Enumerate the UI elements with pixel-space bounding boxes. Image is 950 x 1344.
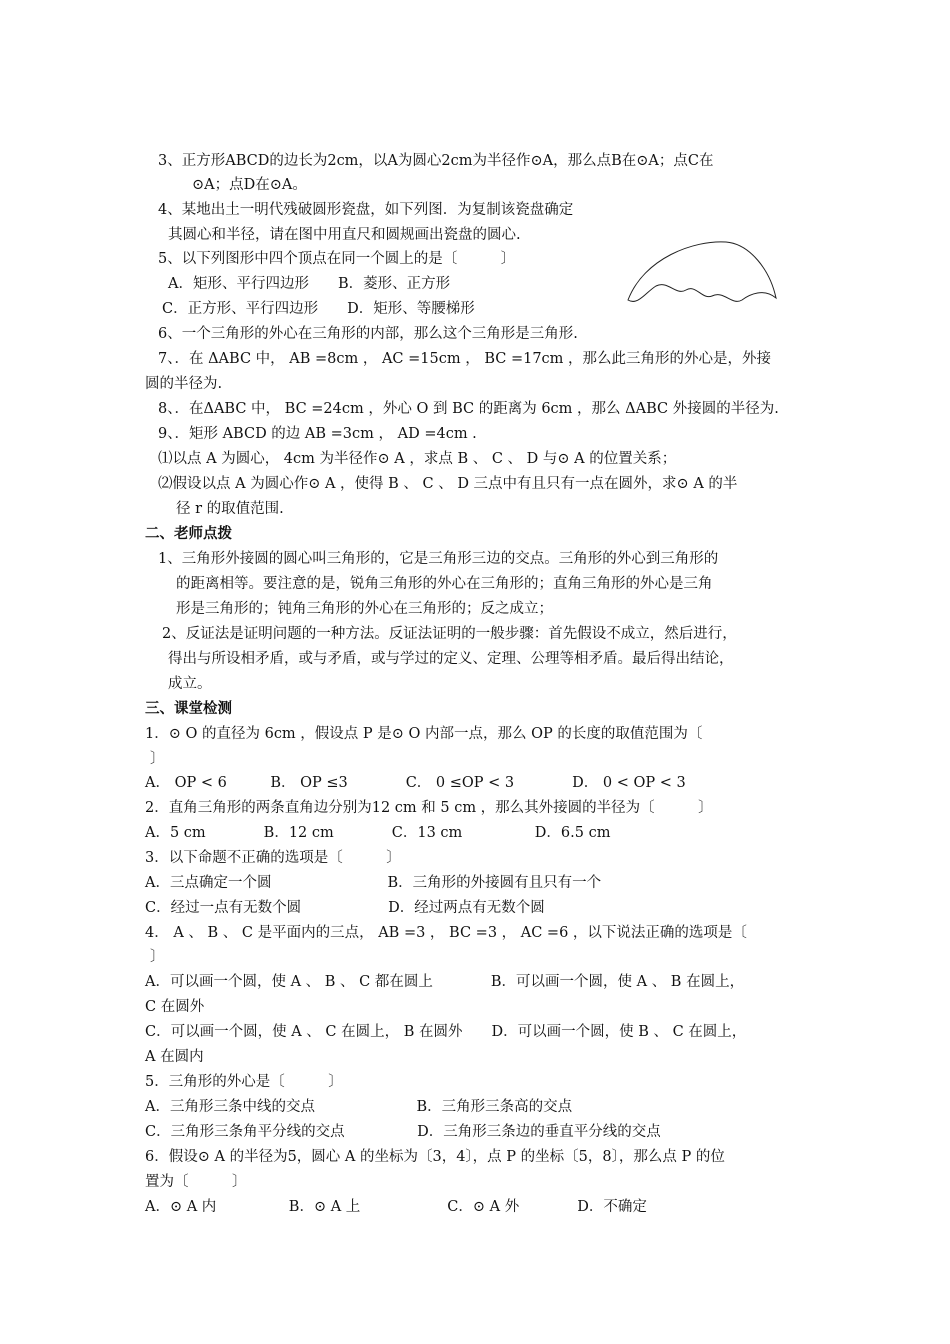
text-line: 4． A 、 B 、 C 是平面内的三点， AB =3 ， BC =3 ， AC =6 ，以下说法正确的选项是〔: [145, 925, 747, 941]
text-line: 2．直角三角形的两条直角边分别为12 cm 和 5 cm ，那么其外接圆的半径为〔 〕: [145, 800, 713, 816]
text-line: 5．三角形的外心是〔 〕: [145, 1074, 343, 1090]
text-line: C．可以画一个圆，使 A 、 C 在圆上， B 在圆外 D．可以画一个圆，使 B 、 C 在圆上，: [145, 1024, 747, 1040]
text-line: 〕: [150, 949, 165, 965]
text-line: C．正方形、平行四边形 D．矩形、等腰梯形: [162, 301, 475, 317]
text-line: C．三角形三条角平分线的交点 D．三角形三条边的垂直平分线的交点: [145, 1124, 661, 1140]
text-line: A．矩形、平行四边形 B．菱形、正方形: [168, 276, 451, 292]
text-line: 4、某地出土一明代残破圆形瓷盘，如下列图．为复制该瓷盘确定: [158, 202, 574, 218]
text-line: 3、正方形ABCD的边长为2cm，以A为圆心2cm为半径作⊙A，那么点B在⊙A；点C在: [158, 153, 714, 169]
section-heading: 二、老师点拨: [145, 525, 232, 542]
text-line: A．三角形三条中线的交点 B．三角形三条高的交点: [145, 1099, 573, 1115]
text-line: ⑵假设以点 A 为圆心作⊙ A ，使得 B 、 C 、 D 三点中有且只有一点在圆外，求⊙ A 的半: [158, 476, 738, 492]
text-line: 9、．矩形 ABCD 的边 AB =3cm ， AD =4cm .: [158, 426, 477, 442]
text-line: 8、．在ΔABC 中， BC =24cm ，外心 O 到 BC 的距离为 6cm ，那么 ΔABC 外接圆的半径为.: [158, 401, 779, 417]
text-line: ⑴以点 A 为圆心， 4cm 为半径作⊙ A ，求点 B 、 C 、 D 与⊙ A 的位置关系；: [158, 451, 677, 467]
broken-plate-figure: [624, 240, 780, 308]
text-line: 得出与所设相矛盾，或与矛盾，或与学过的定义、定理、公理等相矛盾。最后得出结论，: [168, 651, 734, 667]
text-line: 5、以下列图形中四个顶点在同一个圆上的是〔 〕: [158, 251, 516, 267]
text-line: 6、一个三角形的外心在三角形的内部，那么这个三角形是三角形.: [158, 326, 578, 342]
text-line: ⊙A；点D在⊙A。: [192, 177, 307, 193]
text-line: 1、三角形外接圆的圆心叫三角形的，它是三角形三边的交点。三角形的外心到三角形的: [158, 551, 719, 567]
text-line: A． OP < 6 B． OP ≤3 C． 0 ≤OP < 3 D． 0 < OP < 3: [145, 775, 686, 791]
text-line: 3．以下命题不正确的选项是〔 〕: [145, 850, 401, 866]
text-line: A．三点确定一个圆 B．三角形的外接圆有且只有一个: [145, 875, 602, 891]
text-line: C．经过一点有无数个圆 D．经过两点有无数个圆: [145, 900, 545, 916]
text-line: A．可以画一个圆，使 A 、 B 、 C 都在圆上 B．可以画一个圆，使 A 、 B 在圆上，: [145, 974, 745, 990]
text-line: 1．⊙ O 的直径为 6cm ，假设点 P 是⊙ O 内部一点，那么 OP 的长度的取值范围为〔: [145, 726, 703, 742]
section-heading: 三、课堂检测: [145, 700, 232, 717]
text-line: 其圆心和半径，请在图中用直尺和圆规画出瓷盘的圆心.: [168, 227, 521, 243]
text-line: 置为〔 〕: [145, 1174, 247, 1190]
text-line: 形是三角形的；钝角三角形的外心在三角形的；反之成立；: [176, 601, 553, 617]
text-line: 〕: [150, 751, 165, 767]
text-line: 径 r 的取值范围.: [176, 501, 284, 517]
text-line: 的距离相等。要注意的是，锐角三角形的外心在三角形的；直角三角形的外心是三角: [176, 576, 713, 592]
text-line: C 在圆外: [145, 999, 205, 1015]
text-line: A 在圆内: [145, 1049, 204, 1065]
text-line: 圆的半径为.: [145, 376, 223, 392]
text-line: A．5 cm B．12 cm C．13 cm D．6.5 cm: [145, 825, 611, 841]
text-line: 7、．在 ΔABC 中， AB =8cm ， AC =15cm ， BC =17cm ，那么此三角形的外心是，外接: [158, 351, 772, 367]
text-line: 成立。: [168, 676, 212, 692]
text-line: 2、反证法是证明问题的一种方法。反证法证明的一般步骤：首先假设不成立，然后进行，: [162, 626, 737, 642]
text-line: 6．假设⊙ A 的半径为5，圆心 A 的坐标为〔3，4〕，点 P 的坐标〔5，8〕，那么点 P 的位: [145, 1149, 725, 1165]
broken-plate-outline: [628, 242, 776, 302]
text-line: A．⊙ A 内 B．⊙ A 上 C．⊙ A 外 D．不确定: [145, 1199, 647, 1215]
